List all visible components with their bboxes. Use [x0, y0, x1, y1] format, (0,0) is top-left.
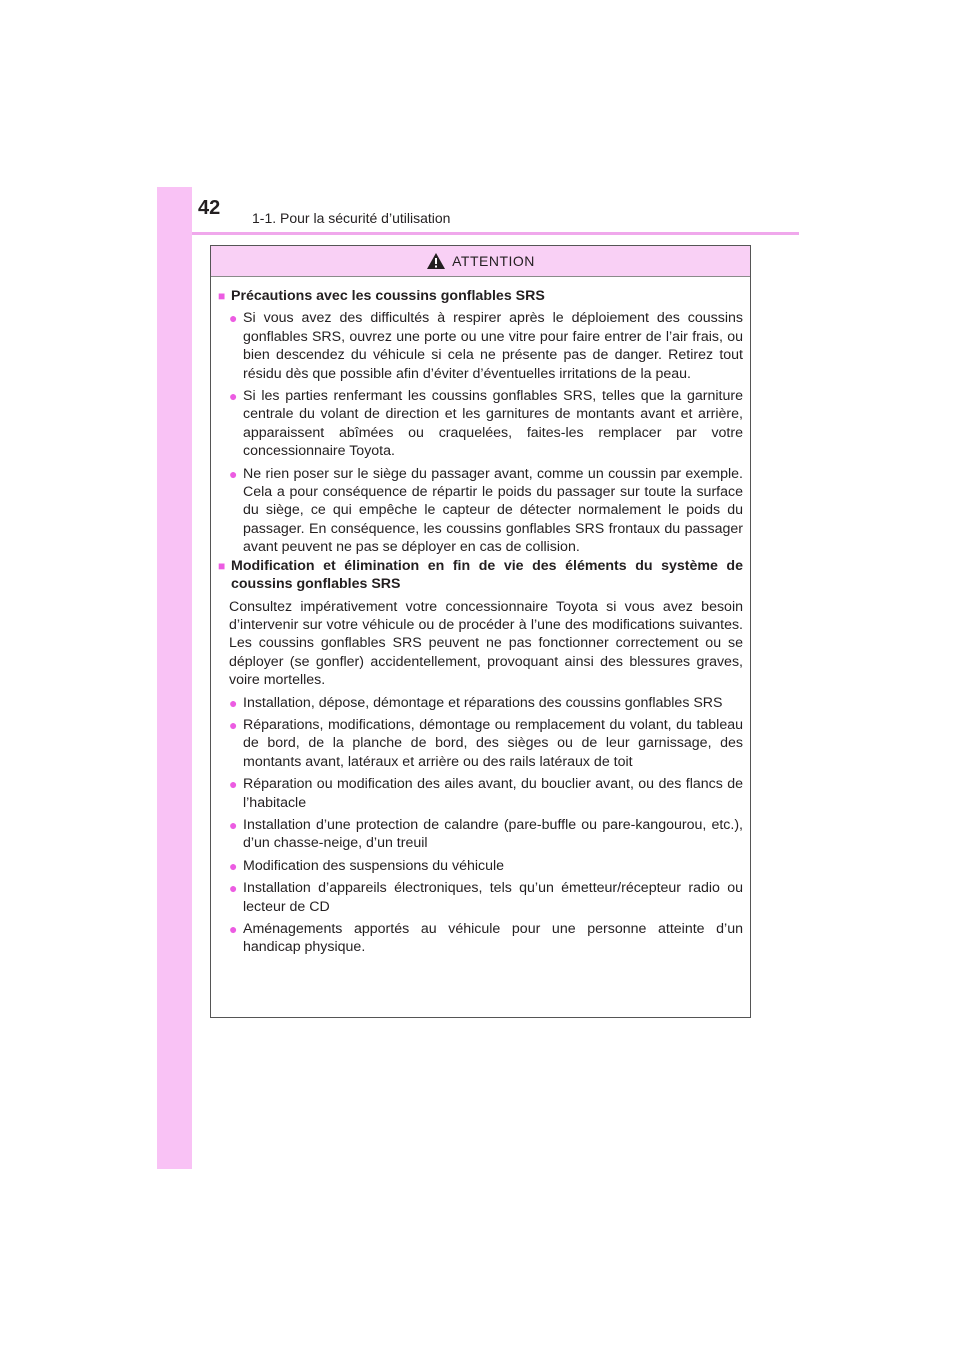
list-item: ● Si vous avez des difficultés à respirer après le déploiement des coussins gonflables SRS, ouvrez une porte ou une vitre pour faire entrer de l’air frais, ou bien descendez du véhicule si cela ne présente pas de danger. Retirez tout résidu dès que possible afin d’éviter d’éventuelles irritations de la peau.	[229, 310, 743, 382]
caution-body	[211, 277, 750, 957]
section-heading: ■ Précautions avec les coussins gonflables SRS	[218, 288, 545, 304]
round-bullet-icon: ●	[229, 776, 238, 793]
square-bullet-icon: ■	[218, 558, 226, 573]
section-heading: ■ Modification et élimination en fin de vie des éléments du système de coussins gonflables SRS	[218, 557, 743, 593]
round-bullet-icon: ●	[229, 694, 238, 711]
caution-section-1	[218, 287, 743, 557]
list-item: ● Ne rien poser sur le siège du passager avant, comme un coussin par exemple. Cela a pour conséquence de répartir le poids du passager sur toute la surface du siège, ce qui empêche le capteur de détecter normalement le poids du passager. En conséquence, les coussins gonflables SRS frontaux du passager avant peuvent ne pas se déployer en cas de collision.	[229, 465, 743, 556]
round-bullet-icon: ●	[229, 880, 238, 897]
caution-header	[211, 246, 750, 277]
caution-section-2	[218, 557, 743, 957]
list-item: ● Si les parties renfermant les coussins gonflables SRS, telles que la garniture centrale du volant de direction et les garnitures de montants avant et arrière, apparaissent abîmées ou craquelées, faites-les remplacer par votre concessionnaire Toyota.	[229, 388, 743, 460]
chapter-side-band	[157, 187, 192, 1169]
round-bullet-icon: ●	[229, 716, 238, 733]
caution-label: ATTENTION	[452, 253, 535, 269]
list-item: ● Installation, dépose, démontage et réparations des coussins gonflables SRS	[229, 694, 723, 711]
square-bullet-icon: ■	[218, 289, 226, 303]
round-bullet-icon: ●	[229, 465, 238, 482]
list-item: ● Modification des suspensions du véhicule	[229, 857, 505, 874]
round-bullet-icon: ●	[229, 310, 238, 327]
list-item: ● Réparations, modifications, démontage ou remplacement du volant, du tableau de bord, de la planche de bord, des sièges ou de leur garnissage, des montants avant, latéraux et arrière ou des rails latéraux de toit	[229, 716, 743, 770]
list-item: ● Réparation ou modification des ailes avant, du bouclier avant, ou des flancs de l’habitacle	[229, 776, 743, 811]
section-intro: Consultez impérativement votre concessionnaire Toyota si vous avez besoin d’intervenir sur votre véhicule ou de procéder à l’une des modifications suivantes. Les coussins gonflables SRS peuvent ne pas fonctionner correctement ou se déployer (se gonfler) accidentellement, provoquant ainsi des blessures graves, voire mortelles.	[229, 598, 743, 689]
round-bullet-icon: ●	[229, 388, 238, 405]
round-bullet-icon: ●	[229, 816, 238, 833]
list-item: ● Aménagements apportés au véhicule pour une personne atteinte d’un handicap physique.	[229, 921, 743, 956]
list-item: ● Installation d’appareils électroniques, tels qu’un émetteur/récepteur radio ou lecteur de CD	[229, 880, 743, 915]
warning-triangle-icon	[426, 252, 446, 270]
round-bullet-icon: ●	[229, 921, 238, 937]
page-number: 42	[198, 197, 221, 219]
round-bullet-icon: ●	[229, 857, 238, 874]
caution-box	[210, 245, 751, 1018]
section-title: 1-1. Pour la sécurité d’utilisation	[252, 210, 451, 226]
list-item: ● Installation d’une protection de calandre (pare-buffle ou pare-kangourou, etc.), d’un chasse-neige, d’un treuil	[229, 816, 743, 852]
header-rule	[192, 232, 799, 235]
